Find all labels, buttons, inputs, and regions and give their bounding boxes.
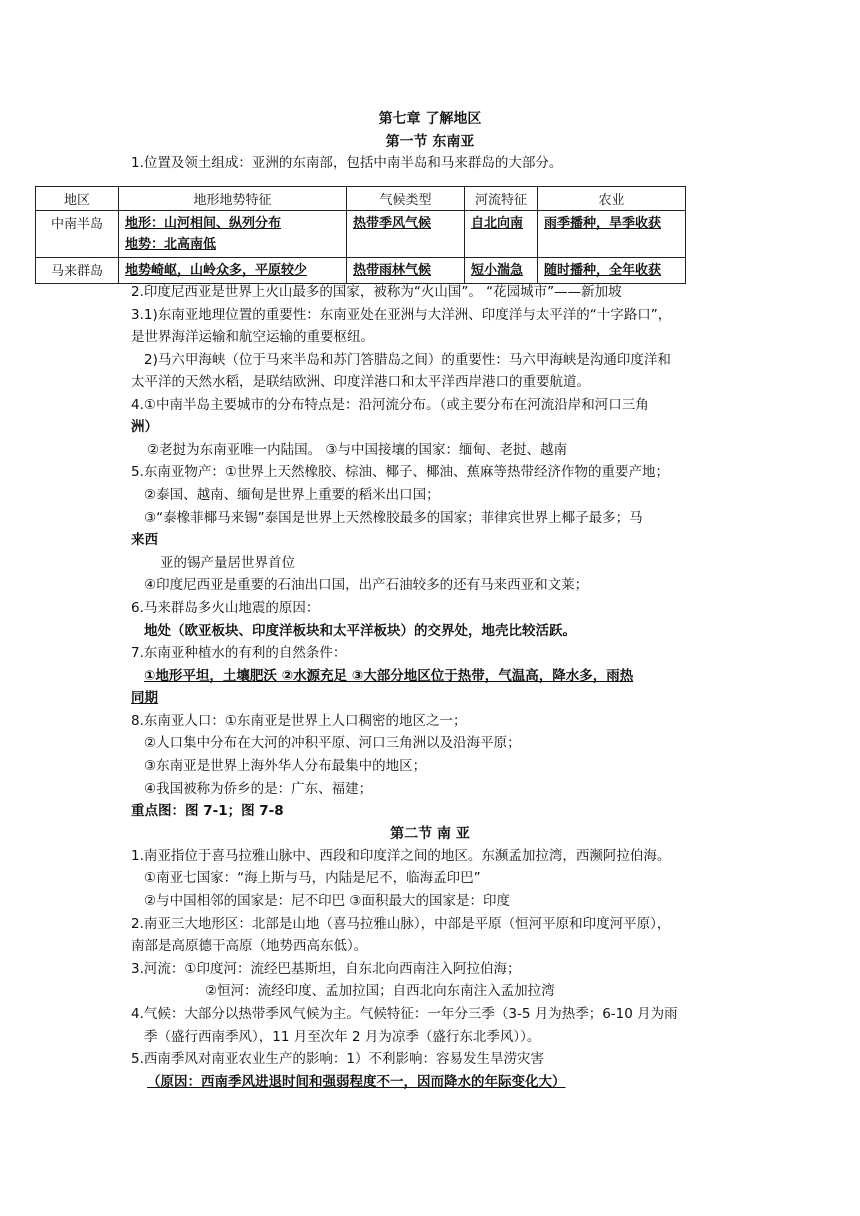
table-cell-agri: [538, 211, 686, 258]
text-line: 同期: [131, 690, 158, 706]
text-line: 5.西南季风对南亚农业生产的影响：1）不利影响：容易发生旱涝灾害: [131, 1051, 544, 1067]
agri-value: 随时播种，全年收获: [544, 263, 662, 278]
climate-value: 热带雨林气候: [353, 263, 432, 278]
text-line: 2)马六甲海峡（位于马来半岛和苏门答腊岛之间）的重要性：马六甲海峡是沟通印度洋和: [144, 352, 671, 368]
terrain-line: 地形：山河相间、纵列分布: [125, 216, 282, 231]
text-line: ④印度尼西亚是重要的石油出口国，出产石油较多的还有马来西亚和文莱；: [144, 577, 589, 593]
text-line: ②与中国相邻的国家是：尼不印巴 ③面积最大的国家是：印度: [144, 893, 510, 909]
text-line: ②老挝为东南亚唯一内陆国。 ③与中国接壤的国家：缅甸、老挝、越南: [147, 442, 567, 458]
text-line: ③“泰橡菲椰马来锡”泰国是世界上天然橡胶最多的国家；菲律宾世界上椰子最多；马: [144, 510, 643, 526]
terrain-line: 地势崎岖，山岭众多，平原较少: [125, 263, 308, 278]
table-cell-region: 马来群岛: [36, 258, 119, 284]
text-line: ②泰国、越南、缅甸是世界上重要的稻米出口国；: [144, 487, 440, 503]
text-line: 来西: [131, 532, 158, 548]
terrain-line: 地势：北高南低: [125, 237, 217, 252]
table-row: [36, 211, 686, 258]
table-cell-climate: [347, 258, 465, 284]
text-line: 地处（欧亚板块、印度洋板块和太平洋板块）的交界处，地壳比较活跃。: [144, 623, 576, 639]
chapter-title: 第七章 了解地区: [378, 111, 482, 127]
river-value: 短小湍急: [471, 263, 524, 278]
table-cell-terrain: [119, 258, 347, 284]
text-line: 是世界海洋运输和航空运输的重要枢纽。: [131, 329, 374, 345]
text-line: 太平洋的天然水稻，是联结欧洲、印度洋港口和太平洋西岸港口的重要航道。: [131, 374, 590, 390]
section-title-south-asia: 第二节 南 亚: [390, 826, 470, 842]
region-table: [35, 186, 686, 284]
text-line: ②人口集中分布在大河的冲积平原、河口三角洲以及沿海平原；: [144, 735, 521, 751]
table-header: 气候类型: [347, 187, 465, 211]
table-cell-terrain: [119, 211, 347, 258]
key-figures-line: 重点图：图 7-1；图 7-8: [131, 803, 284, 819]
text-line: （原因：西南季风进退时间和强弱程度不一，因而降水的年际变化大）: [147, 1074, 566, 1090]
table-cell-climate: [347, 211, 465, 258]
text-line: 3.1)东南亚地理位置的重要性：东南亚处在亚洲与大洋洲、印度洋与太平洋的“十字路口”，: [131, 307, 672, 323]
table-cell-region: 中南半岛: [36, 211, 119, 258]
text-line: 南部是高原德干高原（地势西高东低）。: [131, 938, 368, 954]
river-value: 自北向南: [471, 216, 524, 231]
table-row: [36, 258, 686, 284]
table-header: 农业: [538, 187, 686, 211]
text-line: 7.东南亚种植水的有利的自然条件：: [131, 645, 347, 661]
text-line: 6.马来群岛多火山地震的原因：: [131, 600, 320, 616]
section-title-southeast-asia: 第一节 东南亚: [385, 134, 475, 150]
table-header: 地区: [36, 187, 119, 211]
paragraph-q1: 1.位置及领土组成：亚洲的东南部，包括中南半岛和马来群岛的大部分。: [131, 155, 563, 171]
text-line: ③东南亚是世界上海外华人分布最集中的地区；: [144, 758, 427, 774]
agri-value: 雨季播种，旱季收获: [544, 216, 662, 231]
text-line: ④我国被称为侨乡的是：广东、福建；: [144, 781, 373, 797]
climate-value: 热带季风气候: [353, 216, 432, 231]
text-line: 2.印度尼西亚是世界上火山最多的国家，被称为“火山国”。 “花园城市”——新加坡: [131, 284, 622, 300]
table-cell-agri: [538, 258, 686, 284]
text-line: ①南亚七国家：“海上斯与马，内陆是尼不，临海孟印巴”: [144, 870, 481, 886]
text-line: 洲）: [131, 419, 158, 435]
text-line: 季（盛行西南季风），11 月至次年 2 月为凉季（盛行东北季风））。: [144, 1029, 541, 1045]
text-line: 2.南亚三大地形区：北部是山地（喜马拉雅山脉），中部是平原（恒河平原和印度河平原），: [131, 916, 671, 932]
text-line: 亚的锡产量居世界首位: [160, 555, 295, 571]
table-cell-river: [465, 211, 538, 258]
text-line: 3.河流：①印度河：流经巴基斯坦，自东北向西南注入阿拉伯海；: [131, 961, 521, 977]
text-line: 5.东南亚物产：①世界上天然橡胶、棕油、椰子、椰油、蕉麻等热带经济作物的重要产地；: [131, 464, 669, 480]
text-line: 1.南亚指位于喜马拉雅山脉中、西段和印度洋之间的地区。东濒孟加拉湾，西濒阿拉伯海。: [131, 848, 671, 864]
text-line: 8.东南亚人口：①东南亚是世界上人口稠密的地区之一；: [131, 713, 467, 729]
table-cell-river: [465, 258, 538, 284]
table-header-row: [36, 187, 686, 211]
text-line: 4.①中南半岛主要城市的分布特点是：沿河流分布。（或主要分布在河流沿岸和河口三角: [131, 397, 649, 413]
table-header: 地形地势特征: [119, 187, 347, 211]
table-header: 河流特征: [465, 187, 538, 211]
text-line: ①地形平坦，土壤肥沃 ②水源充足 ③大部分地区位于热带，气温高，降水多，雨热: [144, 668, 634, 684]
text-line: ②恒河：流经印度、孟加拉国；自西北向东南注入孟加拉湾: [205, 983, 555, 999]
text-line: 4.气候：大部分以热带季风气候为主。气候特征：一年分三季（3-5 月为热季；6-10 月为雨: [131, 1006, 678, 1022]
